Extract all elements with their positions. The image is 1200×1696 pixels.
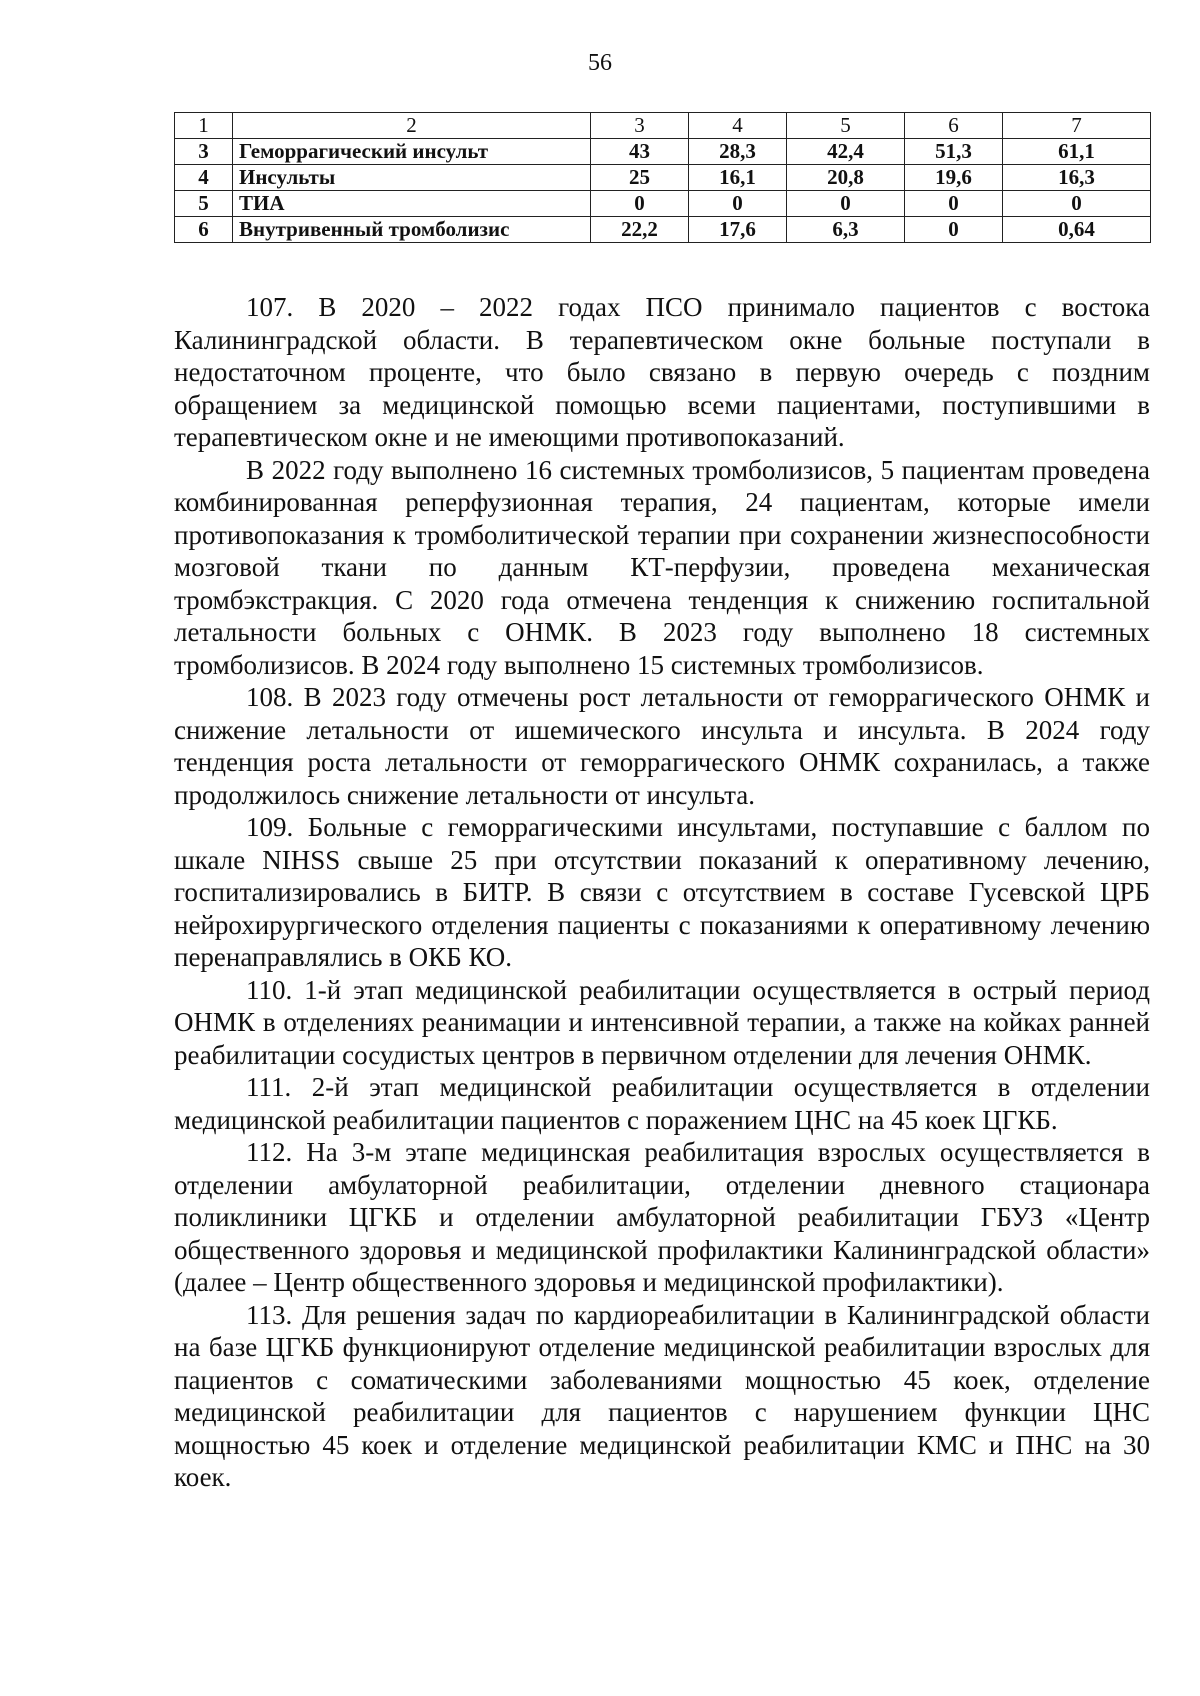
document-body <box>174 291 1150 1494</box>
value-cell: 0 <box>591 191 689 217</box>
value-cell: 43 <box>591 139 689 165</box>
value-cell: 25 <box>591 165 689 191</box>
paragraph-110: 110. 1-й этап медицинской реабилитации осуществляется в острый период ОНМК в отделениях реанимации и интенсивной терапии, а также на койках ранней реабилитации сосудистых центров в первичном отделении для лечения ОНМК. <box>174 974 1150 1070</box>
row-number-cell: 5 <box>175 191 233 217</box>
value-cell: 16,1 <box>689 165 787 191</box>
paragraph-111: 111. 2-й этап медицинской реабилитации осуществляется в отделении медицинской реабилитации пациентов с поражением ЦНС на 45 коек ЦГКБ. <box>174 1072 1150 1135</box>
value-cell: 28,3 <box>689 139 787 165</box>
table-row <box>175 217 1151 243</box>
value-cell: 20,8 <box>787 165 905 191</box>
value-cell: 61,1 <box>1003 139 1151 165</box>
paragraph-109: 109. Больные с геморрагическими инсультами, поступавшие с баллом по шкале NIHSS свыше 25 при отсутствии показаний к оперативному лечению, госпитализировались в БИТР. В связи с отсутствием в составе Гусевской ЦРБ нейрохирургического отделения пациенты с показаниями к оперативному лечению перенаправлялись в ОКБ КО. <box>174 812 1150 972</box>
value-cell: 6,3 <box>787 217 905 243</box>
table-row <box>175 139 1151 165</box>
value-cell: 17,6 <box>689 217 787 243</box>
value-cell: 22,2 <box>591 217 689 243</box>
row-number-cell: 4 <box>175 165 233 191</box>
value-cell: 0 <box>905 191 1003 217</box>
value-cell: 0 <box>689 191 787 217</box>
row-number-cell: 6 <box>175 217 233 243</box>
value-cell: 0 <box>1003 191 1151 217</box>
row-name-cell: Внутривенный тромболизис <box>233 217 591 243</box>
page-number: 56 <box>588 50 612 76</box>
header-cell: 7 <box>1003 113 1151 139</box>
value-cell: 0,64 <box>1003 217 1151 243</box>
row-number-cell: 3 <box>175 139 233 165</box>
mortality-table <box>174 112 1151 243</box>
table-header-row <box>175 113 1151 139</box>
header-cell: 4 <box>689 113 787 139</box>
row-name-cell: Геморрагический инсульт <box>233 139 591 165</box>
header-cell: 5 <box>787 113 905 139</box>
header-cell: 1 <box>175 113 233 139</box>
table-row <box>175 165 1151 191</box>
header-cell: 3 <box>591 113 689 139</box>
value-cell: 51,3 <box>905 139 1003 165</box>
value-cell: 0 <box>787 191 905 217</box>
table-row <box>175 191 1151 217</box>
value-cell: 0 <box>905 217 1003 243</box>
paragraph-113: 113. Для решения задач по кардиореабилитации в Калининградской области на базе ЦГКБ функционируют отделение медицинской реабилитации взрослых для пациентов с соматическими заболеваниями мощностью 45 коек, отделение медицинской реабилитации для пациентов с нарушением функции ЦНС мощностью 45 коек и отделение медицинской реабилитации КМС и ПНС на 30 коек. <box>174 1299 1150 1492</box>
paragraph-107: 107. В 2020 – 2022 годах ПСО принимало пациентов с востока Калининградской области. В терапевтическом окне больные поступали в недостаточном проценте, что было связано в первую очередь с поздним обращением за медицинской помощью всеми пациентами, поступившими в терапевтическом окне и не имеющими противопоказаний. <box>174 292 1150 452</box>
value-cell: 16,3 <box>1003 165 1151 191</box>
paragraph-108: 108. В 2023 году отмечены рост летальности от геморрагического ОНМК и снижение летальности от ишемического инсульта и инсульта. В 2024 году тенденция роста летальности от геморрагического ОНМК сохранилась, а также продолжилось снижение летальности от инсульта. <box>174 682 1150 810</box>
value-cell: 19,6 <box>905 165 1003 191</box>
header-cell: 6 <box>905 113 1003 139</box>
paragraph-thrombolysis: В 2022 году выполнено 16 системных тромболизисов, 5 пациентам проведена комбинированная реперфузионная терапия, 24 пациентам, которые имели противопоказания к тромболитической терапии при сохранении жизнеспособности мозговой ткани по данным КТ-перфузии, проведена механическая тромбэкстракция. С 2020 года отмечена тенденция к снижению госпитальной летальности больных с ОНМК. В 2023 году выполнено 18 системных тромболизисов. В 2024 году выполнено 15 системных тромболизисов. <box>174 454 1150 680</box>
row-name-cell: Инсульты <box>233 165 591 191</box>
row-name-cell: ТИА <box>233 191 591 217</box>
header-cell: 2 <box>233 113 591 139</box>
paragraph-112: 112. На 3-м этапе медицинская реабилитация взрослых осуществляется в отделении амбулаторной реабилитации, отделении дневного стационара поликлиники ЦГКБ и отделении амбулаторной реабилитации ГБУЗ «Центр общественного здоровья и медицинской профилактики Калининградской области» (далее – Центр общественного здоровья и медицинской профилактики). <box>174 1137 1150 1297</box>
value-cell: 42,4 <box>787 139 905 165</box>
